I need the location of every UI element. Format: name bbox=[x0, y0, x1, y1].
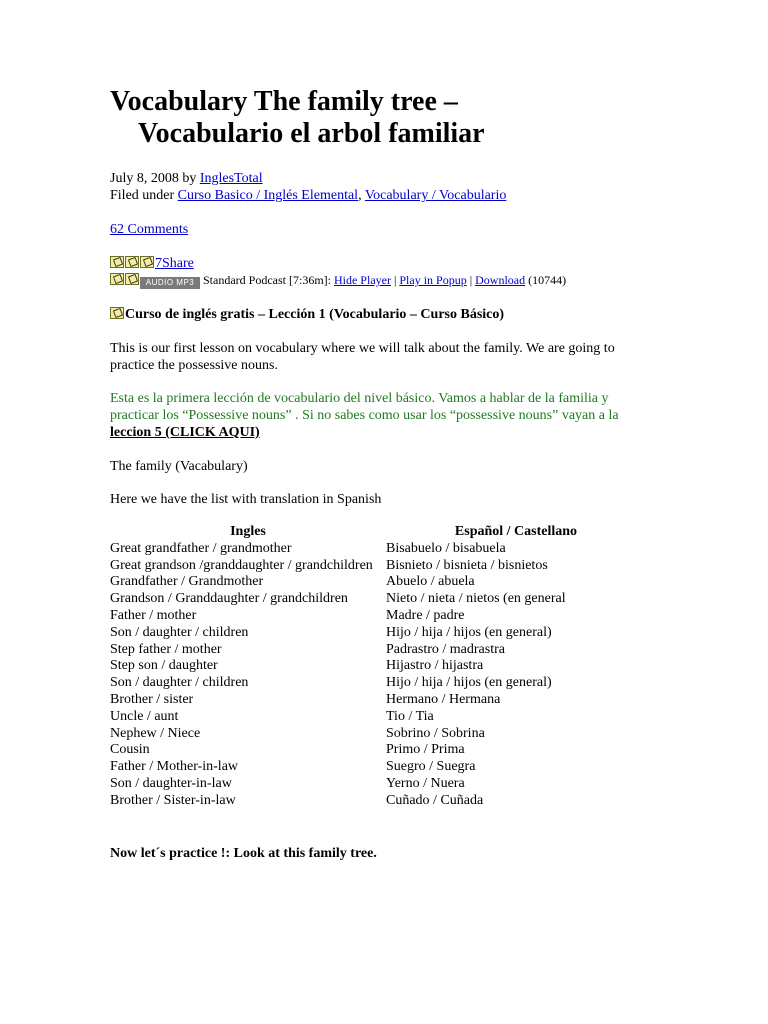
table-row bbox=[110, 591, 646, 608]
spanish-term: Primo / Prima bbox=[386, 742, 465, 758]
table-row bbox=[110, 608, 646, 625]
audio-icon bbox=[125, 273, 139, 285]
spanish-term: Hijastro / hijastra bbox=[386, 658, 484, 674]
share-bookmark-icon[interactable] bbox=[110, 256, 124, 268]
table-row bbox=[110, 574, 646, 591]
column-header-ingles: Ingles bbox=[230, 524, 266, 539]
spanish-term: Padrastro / madrastra bbox=[386, 641, 505, 657]
comments-link[interactable]: 62 Comments bbox=[110, 222, 189, 237]
download-count: (10744) bbox=[525, 273, 567, 287]
page-title bbox=[110, 86, 670, 150]
podcast-icon bbox=[110, 307, 124, 319]
english-term: Step father / mother bbox=[110, 641, 222, 657]
spanish-term: Yerno / Nuera bbox=[386, 775, 465, 791]
spanish-term: Abuelo / abuela bbox=[386, 574, 475, 590]
byline bbox=[110, 170, 263, 187]
filed-under bbox=[110, 187, 506, 204]
english-term: Step son / daughter bbox=[110, 658, 218, 674]
english-term: Brother / sister bbox=[110, 691, 194, 707]
column-header-espanol: Español / Castellano bbox=[454, 524, 578, 539]
table-row bbox=[110, 759, 646, 776]
lesson-5-link[interactable]: leccion 5 (CLICK AQUI) bbox=[110, 425, 260, 440]
filed-prefix: Filed under bbox=[110, 188, 178, 203]
table-header-row bbox=[110, 524, 646, 541]
table-row bbox=[110, 675, 646, 692]
table-row bbox=[110, 625, 646, 642]
podcast-icon bbox=[110, 273, 124, 285]
lesson-heading bbox=[110, 306, 504, 323]
english-term: Grandson / Granddaughter / grandchildren bbox=[110, 591, 348, 607]
table-row bbox=[110, 558, 646, 575]
english-term: Great grandson /granddaughter / grandchildren bbox=[110, 557, 373, 573]
table-row bbox=[110, 642, 646, 659]
share-link[interactable]: 7Share bbox=[155, 256, 194, 271]
table-row bbox=[110, 541, 646, 558]
spanish-term: Hermano / Hermana bbox=[386, 691, 501, 707]
spanish-term: Bisnieto / bisnieta / bisnietos bbox=[386, 557, 548, 573]
english-term: Son / daughter / children bbox=[110, 675, 249, 691]
practice-prompt: Now let´s practice !: Look at this family tree. bbox=[110, 846, 377, 861]
spanish-term: Cuñado / Cuñada bbox=[386, 792, 484, 808]
intro-english: This is our first lesson on vocabulary where we will talk about the family. We are going to practice the possessive nouns. bbox=[110, 341, 615, 373]
table-row bbox=[110, 709, 646, 726]
intro-spanish-text: Esta es la primera lección de vocabulario del nivel básico. Vamos a hablar de la familia y practicar los “Possessive nouns” . Si no sabes como usar los “possessive nouns” vayan a la bbox=[110, 391, 619, 423]
english-term: Grandfather / Grandmother bbox=[110, 574, 264, 590]
post-date: July 8, 2008 by bbox=[110, 171, 200, 186]
spanish-term: Tio / Tia bbox=[386, 708, 434, 724]
table-row bbox=[110, 658, 646, 675]
table-row bbox=[110, 692, 646, 709]
share-social-icon[interactable] bbox=[140, 256, 154, 268]
spanish-term: Nieto / nieta / nietos (en general bbox=[386, 591, 566, 607]
spanish-term: Hijo / hija / hijos (en general) bbox=[386, 624, 552, 640]
title-line-1: Vocabulary The family tree – bbox=[110, 86, 458, 117]
english-term: Nephew / Niece bbox=[110, 725, 201, 741]
english-term: Father / Mother-in-law bbox=[110, 759, 239, 775]
play-in-popup-link[interactable]: Play in Popup bbox=[399, 273, 467, 287]
spanish-term: Suegro / Suegra bbox=[386, 759, 476, 775]
podcast-row bbox=[110, 272, 566, 289]
hide-player-link[interactable]: Hide Player bbox=[333, 273, 391, 287]
spanish-term: Bisabuelo / bisabuela bbox=[386, 540, 506, 556]
category-link-curso-basico[interactable]: Curso Basico / Inglés Elemental bbox=[177, 188, 359, 203]
english-term: Brother / Sister-in-law bbox=[110, 792, 236, 808]
podcast-text: Standard Podcast [7:36m]: bbox=[203, 273, 334, 287]
english-term: Great grandfather / grandmother bbox=[110, 540, 292, 556]
spanish-term: Sobrino / Sobrina bbox=[386, 725, 485, 741]
english-term: Cousin bbox=[110, 742, 150, 758]
share-row bbox=[110, 255, 194, 272]
list-intro: Here we have the list with translation in Spanish bbox=[110, 492, 382, 507]
audio-mp3-badge: AUDIO MP3 bbox=[140, 277, 200, 289]
table-row bbox=[110, 742, 646, 759]
vocabulary-table bbox=[110, 524, 646, 810]
share-digg-icon[interactable] bbox=[125, 256, 139, 268]
spanish-term: Madre / padre bbox=[386, 607, 465, 623]
english-term: Son / daughter / children bbox=[110, 624, 249, 640]
family-heading: The family (Vacabulary) bbox=[110, 459, 248, 474]
spanish-term: Hijo / hija / hijos (en general) bbox=[386, 675, 552, 691]
table-row bbox=[110, 776, 646, 793]
english-term: Son / daughter-in-law bbox=[110, 775, 232, 791]
intro-spanish bbox=[110, 390, 658, 441]
table-row bbox=[110, 793, 646, 810]
podcast-separator: | bbox=[390, 273, 400, 287]
author-link[interactable]: InglesTotal bbox=[199, 171, 263, 186]
english-term: Uncle / aunt bbox=[110, 708, 179, 724]
category-separator: , bbox=[358, 188, 365, 203]
podcast-separator: | bbox=[466, 273, 476, 287]
lesson-heading-text: Curso de inglés gratis – Lección 1 (Vocabulario – Curso Básico) bbox=[125, 307, 505, 322]
english-term: Father / mother bbox=[110, 607, 197, 623]
download-link[interactable]: Download bbox=[475, 273, 526, 287]
comments-row bbox=[110, 221, 188, 238]
table-row bbox=[110, 726, 646, 743]
category-link-vocabulary[interactable]: Vocabulary / Vocabulario bbox=[364, 188, 507, 203]
title-line-2: Vocabulario el arbol familiar bbox=[138, 118, 485, 149]
